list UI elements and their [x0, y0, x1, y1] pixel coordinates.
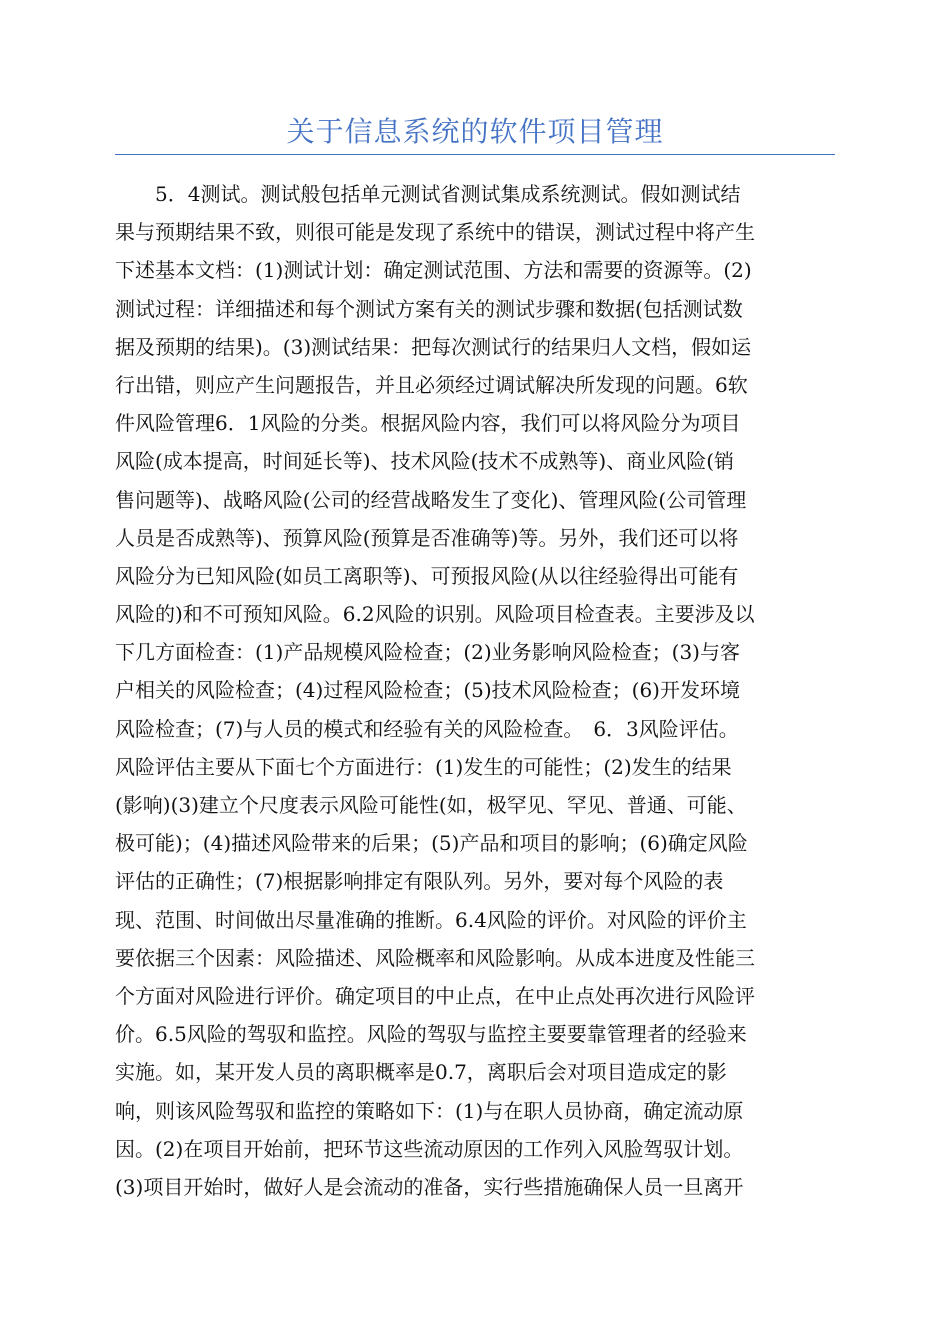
- text-line: 现、范围、时间做出尽量准确的推断。6.4风险的评价。对风险的评价主: [115, 907, 747, 932]
- text-line: 风险的)和不可预知风险。6.2风险的识别。风险项目检查表。主要涉及以: [115, 602, 755, 627]
- text-line: 评估的正确性；(7)根据影响排定有限队列。另外，要对每个风险的表: [115, 869, 724, 894]
- text-line: (3)项目开始时，做好人是会流动的准备，实行些措施确保人员一旦离开: [115, 1174, 744, 1199]
- body-text: [115, 175, 835, 1206]
- text-line: 个方面对风险进行评价。确定项目的中止点，在中止点处再次进行风险评: [115, 983, 755, 1008]
- text-line: 价。6.5风险的驾驭和监控。风险的驾驭与监控主要要靠管理者的经验来: [115, 1022, 747, 1047]
- title-underline: [115, 154, 835, 155]
- text-line: 人员是否成熟等)、预算风险(预算是否准确等)等。另外，我们还可以将: [115, 525, 739, 550]
- text-line: 5．4测试。测试般包括单元测试省测试集成系统测试。假如测试结: [115, 182, 741, 206]
- text-line: 件风险管理6．1风险的分类。根据风险内容，我们可以将风险分为项目: [115, 411, 741, 436]
- text-line: 响，则该风险驾驭和监控的策略如下：(1)与在职人员协商，确定流动原: [115, 1098, 744, 1123]
- document-title: 关于信息系统的软件项目管理: [286, 115, 664, 148]
- text-line: 果与预期结果不致，则很可能是发现了系统中的错误，测试过程中将产生: [115, 220, 755, 245]
- text-line: (影响)(3)建立个尺度表示风险可能性(如，极罕见、罕见、普通、可能、: [115, 793, 747, 817]
- text-line: 要依据三个因素：风险描述、风险概率和风险影响。从成本进度及性能三: [115, 945, 755, 970]
- text-line: 下几方面检查：(1)产品规模风险检查；(2)业务影响风险检查；(3)与客: [115, 640, 740, 665]
- text-line: 售问题等)、战略风险(公司的经营战略发生了变化)、管理风险(公司管理: [115, 487, 747, 512]
- text-line: 风险评估主要从下面七个方面进行：(1)发生的可能性；(2)发生的结果: [115, 754, 732, 779]
- text-line: 下述基本文档：(1)测试计划：确定测试范围、方法和需要的资源等。(2): [115, 258, 752, 283]
- text-line: 因。(2)在项目开始前，把环节这些流动原因的工作列入风脸驾驭计划。: [115, 1136, 744, 1161]
- text-line: 实施。如，某开发人员的离职概率是0.7，离职后会对项目造成定的影: [115, 1060, 727, 1085]
- text-line: 风险分为已知风险(如员工离职等)、可预报风险(从以往经验得出可能有: [115, 563, 739, 588]
- text-line: 测试过程：详细描述和每个测试方案有关的测试步骤和数据(包括测试数: [115, 296, 743, 321]
- text-line: 户相关的风险检查；(4)过程风险检查；(5)技术风险检查；(6)开发环境: [115, 678, 740, 703]
- text-line: 风险检查；(7)与人员的模式和经验有关的风险检查。 6．3风险评估。: [115, 716, 739, 741]
- text-line: 行出错，则应产生问题报告，并且必须经过调试解决所发现的问题。6软: [115, 372, 748, 397]
- text-line: 极可能)；(4)描述风险带来的后果；(5)产品和项目的影响；(6)确定风险: [115, 831, 748, 856]
- text-line: 风险(成本提高，时间延长等)、技术风险(技术不成熟等)、商业风险(销: [115, 449, 735, 474]
- text-line: 据及预期的结果)。(3)测试结果：把每次测试行的结果归人文档，假如运: [115, 334, 752, 359]
